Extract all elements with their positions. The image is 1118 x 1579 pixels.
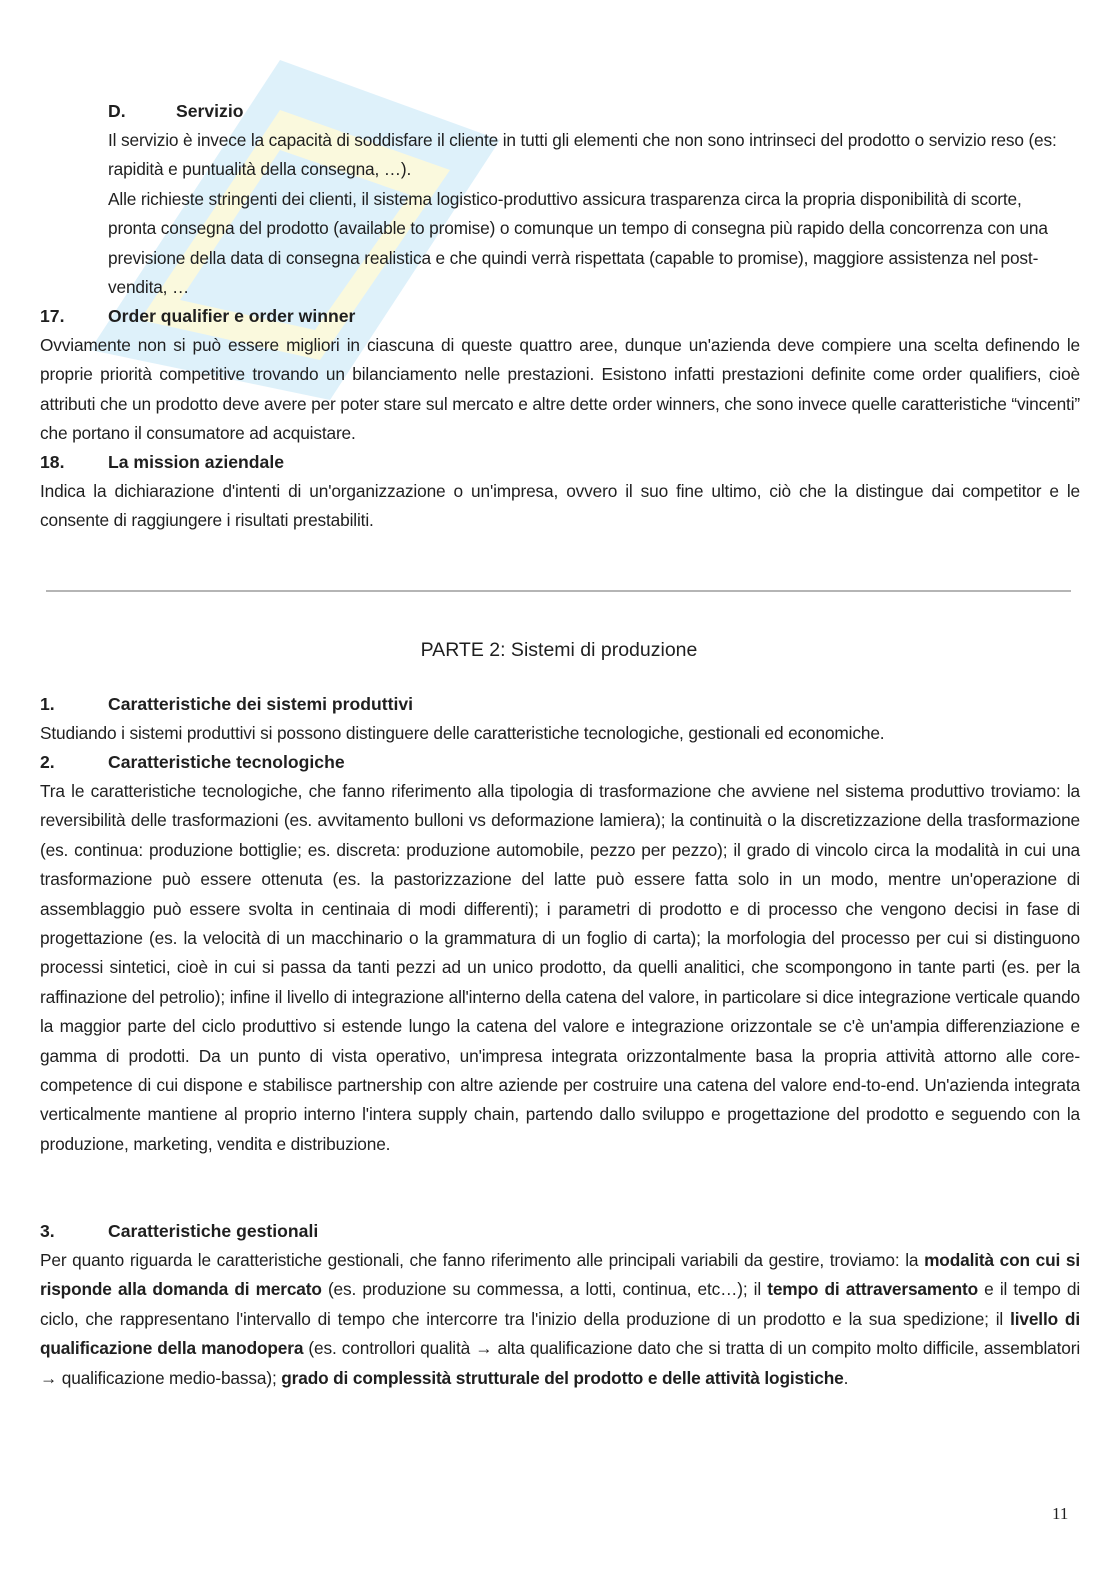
part2-section-1-paragraph: Studiando i sistemi produttivi si possono distinguere delle caratteristiche tecnologiche, gestionali ed economiche. (40, 723, 885, 743)
bold-term: tempo di attraversamento (767, 1279, 978, 1300)
part2-section-3-paragraph (40, 1246, 1080, 1393)
section-18-paragraph: Indica la dichiarazione d'intenti di un'organizzazione o un'impresa, ovvero il suo fine ultimo, ciò che la distingue dai competitor e le consente di raggiungere i risultati prestabiliti. (40, 481, 1080, 531)
horizontal-divider (46, 590, 1071, 592)
paragraph-text: Per quanto riguarda le caratteristiche gestionali, che fanno riferimento alle principali variabili da gestire, troviamo: la (40, 1250, 925, 1270)
section-number: 17. (40, 306, 65, 326)
section-title: Caratteristiche dei sistemi produttivi (108, 694, 414, 714)
bold-term: modalità con cui si risponde alla domanda di mercato (40, 1250, 1081, 1300)
section-17-paragraph: Ovviamente non si può essere migliori in ciascuna di queste quattro aree, dunque un'azienda deve compiere una scelta definendo le proprie priorità competitive trovando un bilanciamento nelle prestazioni. Esistono infatti prestazioni definite come order qualifiers, cioè attributi che un prodotto deve avere per poter stare sul mercato e altre dette order winners, che sono invece quelle caratteristiche “vincenti” che portano il consumatore ad acquistare. (40, 335, 1080, 444)
section-number: D. (108, 101, 126, 121)
section-title: Caratteristiche gestionali (108, 1221, 319, 1241)
part2-section-2-paragraph: Tra le caratteristiche tecnologiche, che fanno riferimento alla tipologia di trasformazione che avviene nel sistema produttivo troviamo: la reversibilità delle trasformazioni (es. avvitamento bulloni vs deformazione lamiera); la continuità o la discretizzazione della trasformazione (es. continua: produzione bottiglie; es. discreta: produzione automobile, pezzo per pezzo); il grado di vincolo circa la modalità in cui una trasformazione può essere ottenuta (es. la pastorizzazione del latte può essere fatta solo in un modo, mentre un'operazione di assemblaggio può essere svolta in centinaia di modi differenti); i parametri di prodotto e di processo che vengono decisi in fase di progettazione (es. la velocità di un macchinario o la grammatura di un foglio di carta); la morfologia del processo per cui si distinguono processi sintetici, cioè in cui si passa da tanti pezzi ad un unico prodotto, da quelli analitici, che scompongono in tante parti (es. per la raffinazione del petrolio); infine il livello di integrazione all'interno della catena del valore, in particolare si dice integrazione verticale quando la maggior parte del ciclo produttivo si estende lungo la catena del valore e integrazione orizzontale se c'è un'ampia differenziazione e gamma di prodotti. Da un punto di vista operativo, un'impresa integrata orizzontalmente basa la propria attività attorno alle core-competence di cui dispone e stabilisce partnership con altre aziende per costruire una catena del valore end-to-end. Un'azienda integrata verticalmente mantiene al proprio interno l'intera supply chain, partendo dallo sviluppo e progettazione del prodotto e seguendo con la produzione, marketing, vendita e distribuzione. (40, 781, 1080, 1154)
section-title: Order qualifier e order winner (108, 306, 356, 326)
paragraph-text: (es. controllori qualità → alta qualificazione dato che si tratta di un compito molto difficile, assemblatori → qualificazione medio-bassa); (40, 1338, 1081, 1388)
section-d-paragraph-2: Alle richieste stringenti dei clienti, il sistema logistico-produttivo assicura trasparenza circa la propria disponibilità di scorte, pronta consegna del prodotto (available to promise) o comunque un tempo di consegna più rapido della concorrenza con una previsione della data di consegna realistica e che quindi verrà rispettata (capable to promise), maggiore assistenza nel post-vendita, … (108, 189, 1048, 298)
paragraph-text: . (843, 1367, 849, 1388)
section-number: 2. (40, 752, 55, 772)
section-d-paragraph-1: Il servizio è invece la capacità di soddisfare il cliente in tutti gli elementi che non sono intrinseci del prodotto o servizio reso (es: rapidità e puntualità della consegna, …). (108, 130, 1057, 180)
paragraph-text: (es. produzione su commessa, a lotti, continua, etc…); il (321, 1279, 768, 1300)
part-title: PARTE 2: Sistemi di produzione (420, 639, 698, 661)
section-title: La mission aziendale (108, 452, 284, 472)
bold-term: grado di complessità strutturale del prodotto e delle attività logistiche (281, 1367, 844, 1388)
section-number: 1. (40, 694, 55, 714)
page-number: 11 (1052, 1504, 1069, 1523)
section-title: Caratteristiche tecnologiche (108, 752, 345, 772)
section-number: 3. (40, 1221, 55, 1241)
bold-term: livello di qualificazione della manodopera (40, 1308, 1080, 1359)
section-title: Servizio (176, 101, 244, 121)
paragraph-text: e il tempo di ciclo, che rappresentano l'intervallo di tempo che intercorre tra l'inizio della produzione di un prodotto e la sua spedizione; il (40, 1279, 1081, 1329)
section-number: 18. (40, 452, 65, 472)
